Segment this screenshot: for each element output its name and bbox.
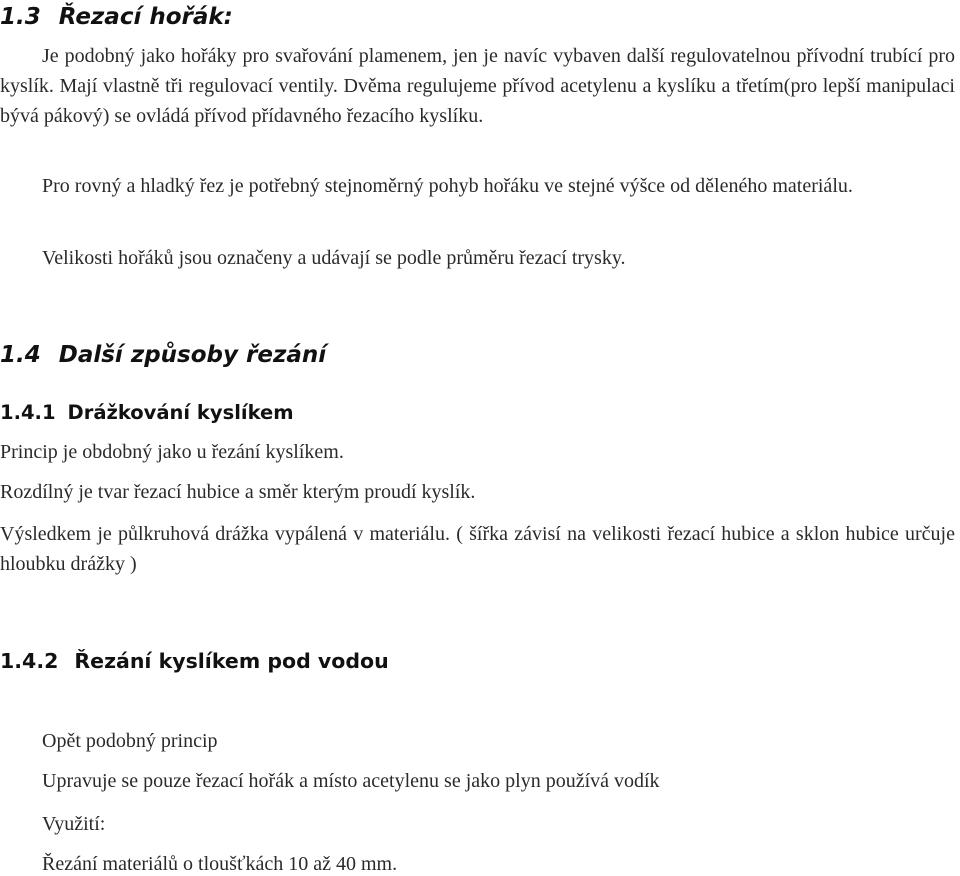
section-heading-1-3: [0, 6, 233, 29]
section-heading-1-4-1: [0, 403, 294, 423]
section-number: 1.3: [0, 4, 41, 30]
section-number: 1.4.2: [0, 649, 59, 673]
line-similar-principle: Opět podobný princip: [42, 730, 218, 752]
paragraph-nozzle-difference: Rozdílný je tvar řezací hubice a směr kterým proudí kyslík.: [0, 481, 476, 503]
line-usage-thickness: Řezání materiálů o tloušťkách 10 až 40 mm.: [42, 853, 398, 875]
section-heading-1-4-2: [0, 651, 389, 672]
paragraph-cut-movement: Pro rovný a hladký řez je potřebný stejnoměrný pohyb hořáku ve stejné výšce od děleného materiálu.: [42, 175, 853, 197]
paragraph-burner-description: Je podobný jako hořáky pro svařování plamenem, jen je navíc vybaven další regulovatelnou přívodní trubící pro kyslík. Mají vlastně tři regulovací ventily. Dvěma regulujeme přívod acetylenu a kyslíku a třetím(pro lepší manipulaci bývá pákový) se ovládá přívod přídavného řezacího kyslíku.: [0, 45, 955, 127]
section-number: 1.4.1: [0, 401, 56, 424]
section-title: Řezání kyslíkem pod vodou: [74, 649, 389, 673]
section-title: Drážkování kyslíkem: [67, 401, 294, 424]
section-heading-1-4: [0, 344, 326, 367]
paragraph-groove-result: Výsledkem je půlkruhová drážka vypálená v materiálu. ( šířka závisí na velikosti řezací hubice a sklon hubice určuje hloubku drážky ): [0, 523, 955, 575]
section-title: Řezací hořák:: [58, 4, 233, 30]
line-usage-label: Využití:: [42, 813, 106, 835]
paragraph-principle: Princip je obdobný jako u řezání kyslíkem.: [0, 441, 344, 463]
section-title: Další způsoby řezání: [58, 342, 327, 368]
section-number: 1.4: [0, 342, 41, 368]
paragraph-burner-sizes: Velikosti hořáků jsou označeny a udávají se podle průměru řezací trysky.: [42, 247, 626, 269]
line-modified-burner: Upravuje se pouze řezací hořák a místo acetylenu se jako plyn používá vodík: [42, 770, 660, 792]
